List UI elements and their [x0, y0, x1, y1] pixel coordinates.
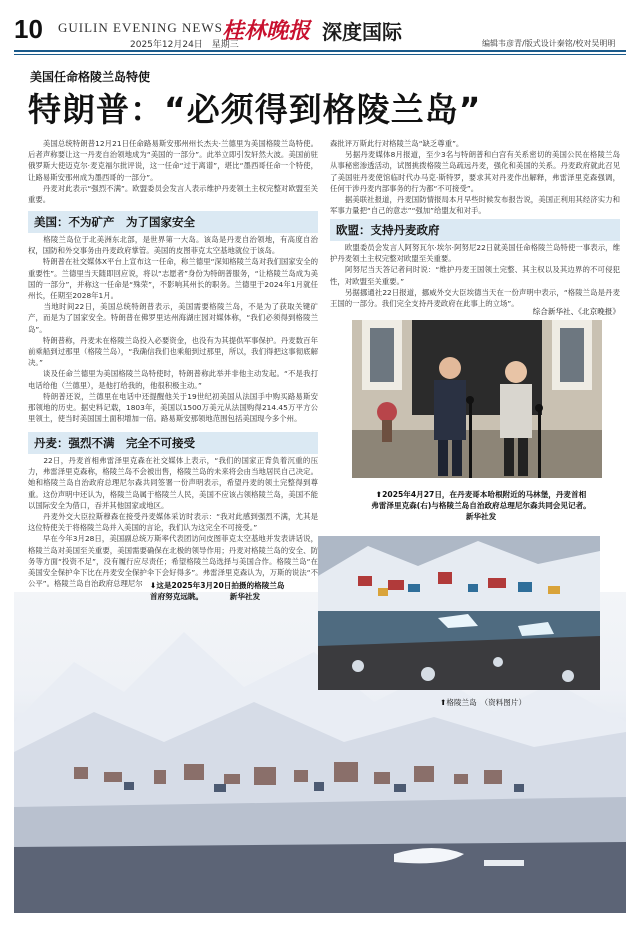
editor-credits: 编辑韦彦青/版式设计秦铭/校对吴明明	[482, 39, 616, 48]
section-title: 深度国际	[322, 20, 402, 44]
article-lead: 美国总统特朗普12月21日任命路易斯安那州州长杰夫·兰德里为美国格陵兰岛特使。后者声称要让这一丹麦自治领地成为“美国的一部分”。此举立即引发轩然大波。美国前驻俄罗斯大使迈克尔·麦克福尔批评说，这一任命“过于离谱”，堪比“墨西哥任命一个特使，让路易斯安那州成为墨西哥的一部分”。 丹麦对此表示“强烈不满”。欧盟委员会发言人表示维护丹麦领土主权完整对欧盟至关重要。	[28, 139, 318, 205]
paper-name-en: GUILIN EVENING NEWS	[58, 20, 223, 35]
issue-date: 2025年12月24日 星期三	[130, 40, 239, 50]
section-heading-eu: 欧盟：支持丹麦政府	[330, 219, 620, 241]
section-body-us: 格陵兰岛位于北美洲东北部，是世界第一大岛。该岛是丹麦自治领地，有高度自治权，国防和外交事务由丹麦政府掌管。美国的皮图菲克太空基地就位于该岛。 特朗普在社交媒体X平台上宣布这一任命，称兰德里“深知格陵兰岛对我们国家安全的重要性”。兰德里当天随即回应说，将以“志愿者”身份为特朗普服务，“让格陵兰岛成为美国的一部分”，并称这一任命是“殊荣”，不影响其州长的职务。兰德里于2024年1月就任州长，任期至2028年1月。 当地时间22日，美国总统特朗普表示，美国需要格陵兰岛，不是为了获取关键矿产，而是为了国家安全。特朗普在佛罗里达州海湖庄园对媒体称，“我们必须得到格陵兰岛”。 特朗普称，丹麦未在格陵兰岛投入必要资金，也没有为其提供军事保护。丹麦数百年前乘船到过那里（格陵兰岛），“我确信我们也乘船到过那里，所以，我们得把这事彻底解决。” 谈及任命兰德里为美国格陵兰岛特使时，特朗普称此举并非他主动发起。“不是我打电话给他（兰德里），是他打给我的，他很积极主动。” 特朗普还说，兰德里在电话中还提醒他关于19世纪初美国从法国手中购买路易斯安那领地的历史。据史料记载，1803年，美国以1500万美元从法国购得214.45万平方公里领土，使当时美国国土面积增加一倍。路易斯安那领地范围包括美国现今多个州。	[28, 235, 318, 424]
header-rule-thin	[14, 54, 626, 55]
caption-press-conference: ⬆2025年4月27日，在丹麦哥本哈根附近的马林堡，丹麦首相 弗雷泽里克森(右)与格陵兰岛自治政府总理尼尔森共同会见记者。 新华社发	[371, 490, 591, 521]
article-kicker: 美国任命格陵兰岛特使	[30, 70, 151, 84]
newspaper-logo: 桂林晚报	[222, 18, 311, 44]
section-heading-us: 美国：不为矿产 为了国家安全	[28, 211, 318, 233]
greenland-town-photo	[318, 536, 600, 690]
caption-greenland: ⬆格陵兰岛 （资料图片）	[440, 698, 527, 707]
section-body-denmark: 22日，丹麦首相弗雷泽里克森在社交媒体上表示，“我们的国家正背负着沉重的压力，弗雷泽里克森称，格陵兰岛不会被出售，格陵兰岛的未来将会由当地居民自己决定。她和格陵兰岛自治政府总理尼尔森共同签署一份声明表示，希望丹麦的领土完整得到尊重。这份声明中还认为，格陵兰岛属于格陵兰人民，美国不应该占领格陵兰岛，美国不能以国际安全为借口，吞并其他国家或地区。 丹麦外交大臣拉斯穆森在接受丹麦媒体采访时表示：“我对此感到强烈不满，尤其是这位特使关于将格陵兰岛并入美国的言论，我们认为这完全不可接受。” 早在今年3月28日，美国副总统万斯率代表团访问皮图菲克太空基地并发表讲话说，格陵兰岛对美国至关重要，美国需要确保在北极的领导作用；丹麦对格陵兰岛的安全、防务等方面“投资不足”，没有履行应尽责任；希望格陵兰岛选择与美国合作。格陵兰岛“在美国安全保护伞下比在丹麦安全保护伞下会好得多”。弗雷泽里克森认为，万斯的说法“不公平”。格陵兰岛自治政府总理尼尔	[28, 456, 318, 589]
caption-nuuk: ⬇这是2025年3月20日拍摄的格陵兰岛 首府努克远眺。 新华社发	[150, 581, 285, 601]
section-body-eu: 欧盟委员会发言人阿努瓦尔·埃尔·阿努尼22日就美国任命格陵兰岛特使一事表示，维护丹麦领土主权完整对欧盟至关重要。 阿努尼当天答记者问时说：“维护丹麦王国领土完整、其主权以及其边界的不可侵犯性，对欧盟至关重要。” 另据挪通社22日报道，挪威外交大臣埃德当天在一份声明中表示，“格陵兰岛是丹麦王国的一部分。我们完全支持丹麦政府在此事上的立场”。	[330, 243, 620, 309]
header-rule	[14, 50, 626, 52]
page-number: 10	[14, 14, 43, 44]
article-headline: 特朗普：“必须得到格陵兰岛”	[28, 90, 482, 129]
article-continued: 森批评万斯此行对格陵兰岛“缺乏尊重”。 另据丹麦媒体8月报道，至少3名与特朗普和白宫有关系密切的美国公民在格陵兰岛从事秘密渗透活动，试图挑拨格陵兰岛疏远丹麦，强化和美国的关系。丹麦政府就此召见了美国驻丹麦使馆临时代办马克·斯特罗，要求其对丹麦作出解释，弗雷泽里克森强调，任何干涉丹麦内部事务的行为都“不可接受”。 据美联社报道，丹麦国防情报局本月早些时候发布报告说，美国正利用其经济实力和军事力量把“自己的意志”“强加”给盟友和对手。	[330, 139, 620, 216]
press-conference-photo	[352, 320, 602, 478]
article-source: 综合新华社、《北京晚报》	[532, 307, 620, 316]
section-heading-denmark: 丹麦：强烈不满 完全不可接受	[28, 432, 318, 454]
